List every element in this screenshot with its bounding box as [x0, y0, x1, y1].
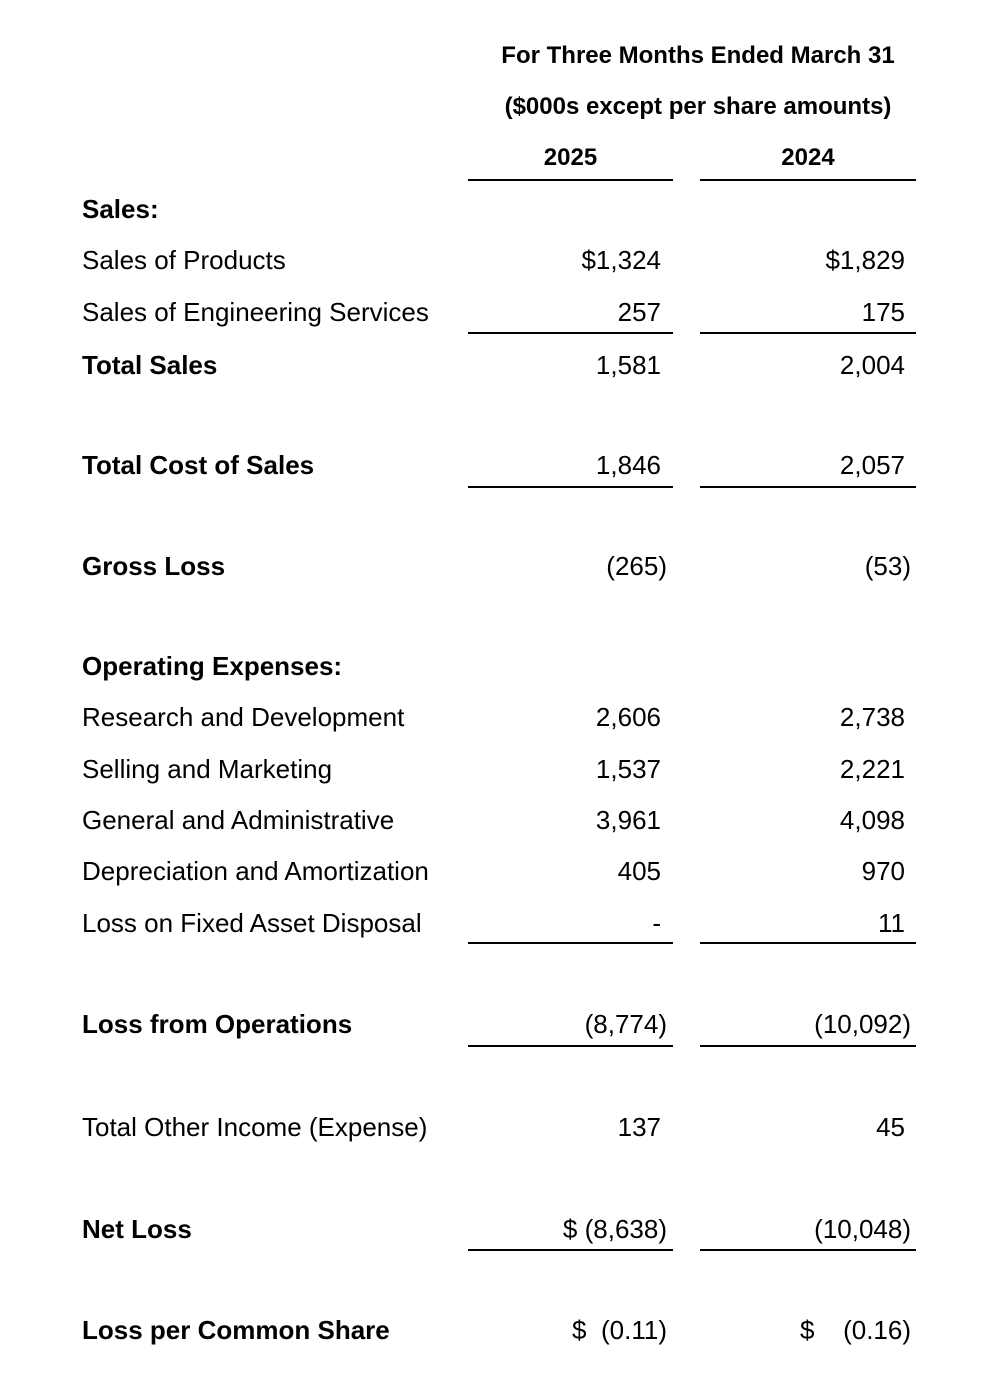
snm-row — [0, 754, 1008, 784]
gna-row — [0, 805, 1008, 835]
cost-rule-2025 — [468, 486, 673, 488]
value-2025: 2,606 — [595, 702, 661, 732]
row-label: Loss from Operations — [82, 1009, 353, 1039]
row-label: Loss on Fixed Asset Disposal — [82, 908, 422, 938]
value-2024: (10,048) — [814, 1214, 911, 1244]
row-label: Total Sales — [82, 350, 218, 380]
value-2024: $1,829 — [825, 245, 905, 275]
value-2024: 2,004 — [839, 350, 905, 380]
net-loss-row — [0, 1214, 1008, 1244]
value-2024: 45 — [876, 1112, 905, 1142]
row-label: General and Administrative — [82, 805, 395, 835]
opex-rule-2024 — [700, 942, 916, 944]
net-loss-rule-2025 — [468, 1249, 673, 1251]
year-2025-header: 2025 — [543, 144, 598, 171]
value-2024: (0.16) — [843, 1315, 911, 1345]
value-2025: (265) — [606, 551, 667, 581]
loss-ops-row — [0, 1009, 1008, 1039]
row-label: Sales of Products — [82, 245, 286, 275]
dollar-sign-2025: $ — [572, 1315, 587, 1345]
dna-row — [0, 856, 1008, 886]
opex-rule-2025 — [468, 942, 673, 944]
sales-heading: Sales: — [82, 194, 159, 224]
value-2024: 2,221 — [839, 754, 905, 784]
header-rule-2024 — [700, 179, 916, 181]
value-2025: 3,961 — [595, 805, 661, 835]
total-sales-row — [0, 350, 1008, 380]
value-2025: $ (8,638) — [562, 1214, 667, 1244]
period-header: For Three Months Ended March 31 — [501, 42, 895, 69]
subtotal-rule-2024 — [700, 332, 916, 334]
row-label: Research and Development — [82, 702, 405, 732]
value-2024: 2,738 — [839, 702, 905, 732]
gross-loss-row — [0, 551, 1008, 581]
value-2025: 405 — [617, 856, 661, 886]
row-label: Total Cost of Sales — [82, 450, 315, 480]
rnd-row — [0, 702, 1008, 732]
value-2024: (10,092) — [814, 1009, 911, 1039]
fixed-asset-row — [0, 908, 1008, 938]
value-2025: 1,846 — [595, 450, 661, 480]
subtotal-rule-2025 — [468, 332, 673, 334]
value-2025: 257 — [617, 297, 661, 327]
value-2024: 970 — [861, 856, 905, 886]
total-cost-row — [0, 450, 1008, 480]
header-rule-2025 — [468, 179, 673, 181]
value-2024: 2,057 — [839, 450, 905, 480]
value-2025: $1,324 — [581, 245, 661, 275]
row-label: Total Other Income (Expense) — [82, 1112, 428, 1142]
ops-rule-2024 — [700, 1045, 916, 1047]
opex-heading-row — [0, 651, 1008, 681]
value-2025: 1,581 — [595, 350, 661, 380]
sales-heading-row — [0, 194, 1008, 224]
row-label: Gross Loss — [82, 551, 226, 581]
value-2024: 11 — [878, 908, 905, 938]
sales-engineering-row — [0, 297, 1008, 327]
row-label: Net Loss — [82, 1214, 192, 1244]
opex-heading: Operating Expenses: — [82, 651, 343, 681]
value-2025: - — [652, 908, 661, 938]
value-2025: (0.11) — [601, 1315, 667, 1345]
cost-rule-2024 — [700, 486, 916, 488]
row-label: Depreciation and Amortization — [82, 856, 429, 886]
row-label: Loss per Common Share — [82, 1315, 390, 1345]
eps-row — [0, 1315, 1008, 1345]
sales-products-row — [0, 245, 1008, 275]
units-header: ($000s except per share amounts) — [504, 93, 892, 120]
other-income-row — [0, 1112, 1008, 1142]
value-2025: (8,774) — [584, 1009, 667, 1039]
row-label: Sales of Engineering Services — [82, 297, 429, 327]
net-loss-rule-2024 — [700, 1249, 916, 1251]
dollar-sign-2024: $ — [800, 1315, 815, 1345]
ops-rule-2025 — [468, 1045, 673, 1047]
value-2024: 175 — [861, 297, 905, 327]
value-2024: (53) — [864, 551, 911, 581]
value-2025: 137 — [617, 1112, 661, 1142]
row-label: Selling and Marketing — [82, 754, 333, 784]
value-2025: 1,537 — [595, 754, 661, 784]
value-2024: 4,098 — [839, 805, 905, 835]
year-2024-header: 2024 — [781, 144, 835, 171]
